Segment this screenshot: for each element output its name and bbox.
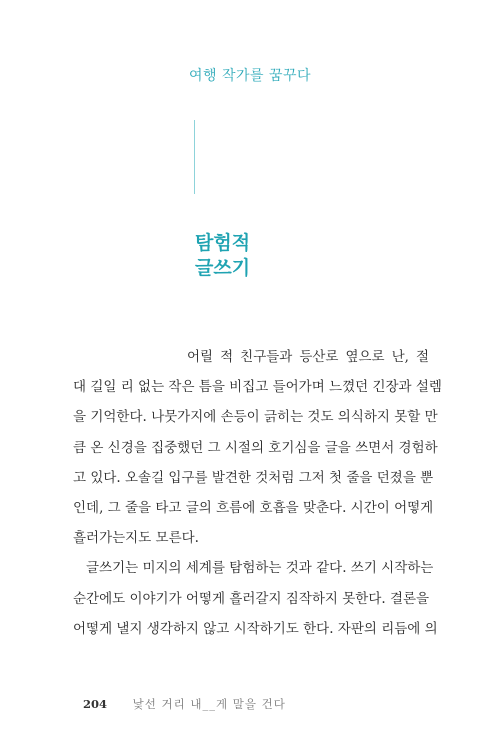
text-line: 고 있다. 오솔길 입구를 발견한 것처럼 그저 첫 줄을 던졌을 뿐 bbox=[73, 469, 434, 486]
running-head: 여행 작가를 꿈꾸다 bbox=[188, 68, 312, 84]
text-line: 큼 온 신경을 집중했던 그 시절의 호기심을 글을 쓰면서 경험하 bbox=[73, 439, 438, 456]
book-title: 낯선 거리 내__게 말을 건다 bbox=[132, 697, 286, 711]
text-line: 순간에도 이야기가 어떻게 흘러갈지 짐작하지 못한다. 결론을 bbox=[73, 590, 430, 607]
page-number: 204 bbox=[83, 697, 108, 711]
body-text bbox=[73, 342, 442, 644]
chapter-title-line-1: 탐험적 bbox=[195, 232, 251, 254]
chapter-title-line-2: 글쓰기 bbox=[195, 257, 251, 279]
paragraph-2 bbox=[73, 553, 438, 644]
text-line: 인데, 그 줄을 타고 글의 흐름에 호흡을 맞춘다. 시간이 어떻게 bbox=[73, 500, 434, 517]
text-line: 흘러가는지도 모른다. bbox=[73, 530, 199, 547]
page-footer bbox=[83, 696, 286, 712]
vertical-divider bbox=[194, 120, 195, 194]
paragraph-1 bbox=[73, 342, 442, 553]
text-line: 어떻게 낼지 생각하지 않고 시작하기도 한다. 자판의 리듬에 의 bbox=[73, 620, 438, 637]
text-line: 글쓰기는 미지의 세계를 탐험하는 것과 같다. 쓰기 시작하는 bbox=[86, 560, 434, 577]
text-line: 을 기억한다. 나뭇가지에 손등이 긁히는 것도 의식하지 못할 만 bbox=[73, 409, 438, 426]
text-line: 대 길일 리 없는 작은 틈을 비집고 들어가며 느꼈던 긴장과 설렘 bbox=[73, 379, 442, 396]
text-line: 어릴 적 친구들과 등산로 옆으로 난, 절 bbox=[187, 349, 429, 365]
chapter-title bbox=[195, 231, 250, 281]
